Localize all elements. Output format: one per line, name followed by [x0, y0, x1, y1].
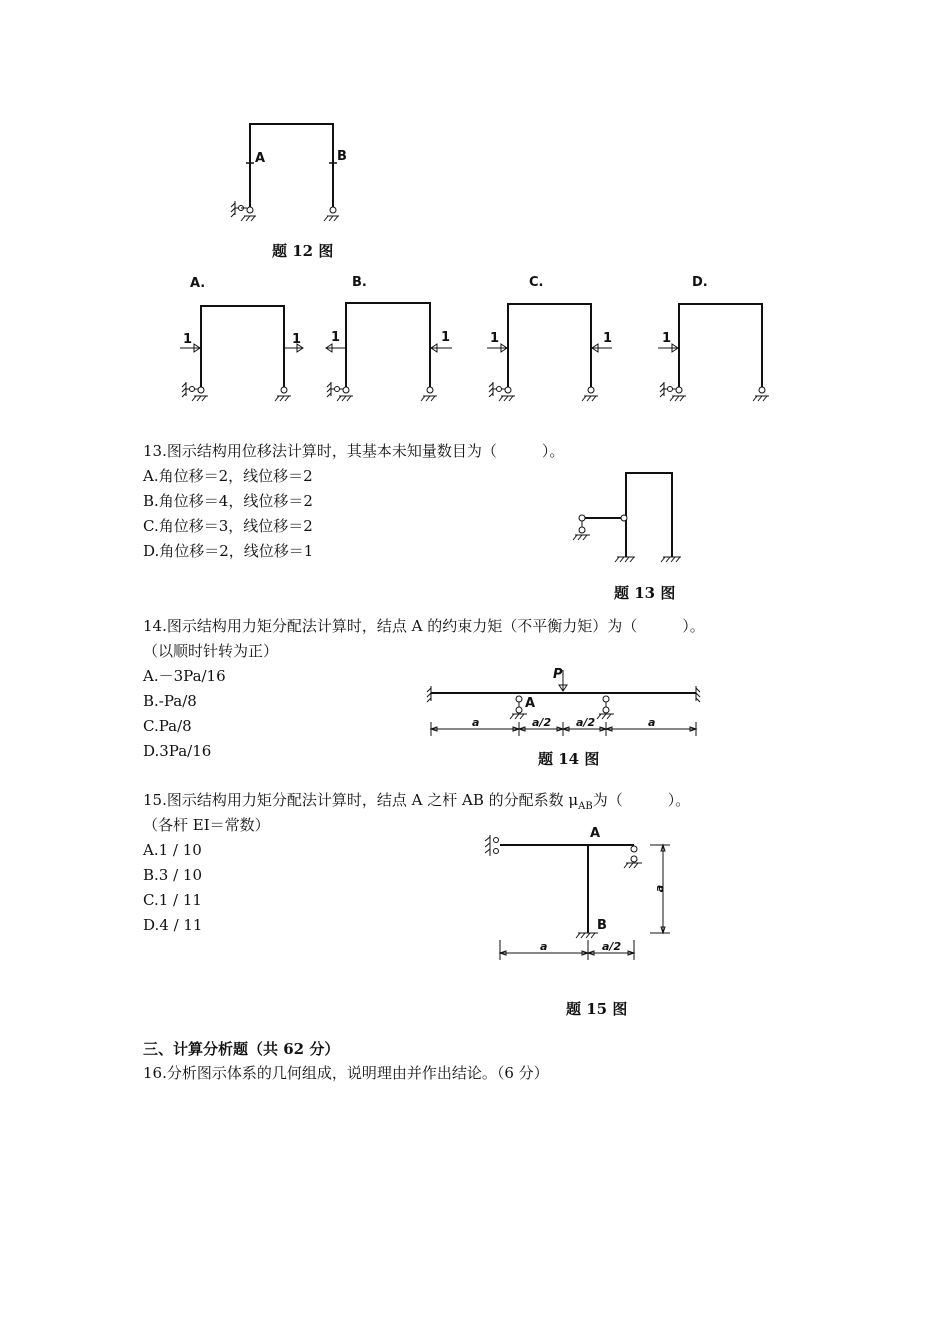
fig14-load-label: P [553, 667, 563, 682]
section3-heading: 三、计算分析题（共 62 分） [143, 1040, 340, 1058]
q13-option-b: B.角位移＝4，线位移＝2 [143, 492, 313, 510]
q15-option-a: A.1 / 10 [143, 841, 202, 859]
fig15-caption: 题 15 图 [566, 1000, 628, 1018]
q13-option-c: C.角位移＝3，线位移＝2 [143, 517, 313, 535]
q13-stem: 13.图示结构用位移法计算时，其基本未知量数目为（ ）。 [143, 442, 565, 460]
q14-option-c: C.Pa/8 [143, 717, 192, 735]
fig15-dim-2: a/2 [602, 940, 622, 953]
q15-option-d: D.4 / 11 [143, 916, 203, 934]
q13-option-a: A.角位移＝2，线位移＝2 [143, 467, 313, 485]
fig14-dim-3: a/2 [576, 716, 596, 729]
fig12-option-b-left-load: 1 [331, 330, 341, 345]
q15-stem-end: 为（ ）。 [592, 791, 691, 809]
q14-note: （以顺时针转为正） [143, 642, 279, 660]
q15-stem-main: 15.图示结构用力矩分配法计算时，结点 A 之杆 AB 的分配系数 μ [143, 791, 579, 809]
q16-stem: 16.分析图示体系的几何组成，说明理由并作出结论。（6 分） [143, 1064, 549, 1082]
fig15-label-b: B [597, 918, 607, 933]
fig12-caption: 题 12 图 [272, 242, 334, 260]
fig12-option-b-right-load: 1 [441, 330, 451, 345]
q15-note: （各杆 EI＝常数） [143, 816, 270, 834]
fig14-caption: 题 14 图 [538, 750, 600, 768]
fig13-caption: 题 13 图 [614, 584, 676, 602]
fig12-option-b-letter: B. [352, 275, 367, 290]
fig12-option-c-letter: C. [529, 275, 544, 290]
q14-option-b: B.-Pa/8 [143, 692, 197, 710]
fig12-option-c-left-load: 1 [490, 331, 500, 346]
fig14-dim-1: a [472, 716, 480, 729]
fig12-option-a-right-load: 1 [292, 332, 302, 347]
q14-stem: 14.图示结构用力矩分配法计算时，结点 A 的约束力矩（不平衡力矩）为（ ）。 [143, 617, 705, 635]
fig14-dim-2: a/2 [532, 716, 552, 729]
fig12-option-a-left-load: 1 [183, 332, 193, 347]
fig12-option-c-right-load: 1 [603, 331, 613, 346]
q14-option-a: A.－3Pa/16 [143, 667, 226, 685]
fig12-label-a: A [255, 151, 266, 166]
fig14-dim-4: a [648, 716, 656, 729]
q15-option-b: B.3 / 10 [143, 866, 203, 884]
q14-option-d: D.3Pa/16 [143, 742, 212, 760]
q15-option-c: C.1 / 11 [143, 891, 202, 909]
q13-option-d: D.角位移＝2，线位移＝1 [143, 542, 314, 560]
fig12-option-d-letter: D. [692, 275, 708, 290]
fig15-label-a: A [590, 826, 601, 841]
fig12-label-b: B [337, 149, 347, 164]
fig15-dim-1: a [540, 940, 548, 953]
fig12-option-a-letter: A. [190, 276, 206, 291]
fig15-dim-3: a [653, 884, 667, 893]
fig12-option-d-left-load: 1 [662, 331, 672, 346]
fig14-node-label: A [525, 696, 536, 711]
q15-stem-subscript: AB [578, 801, 593, 812]
